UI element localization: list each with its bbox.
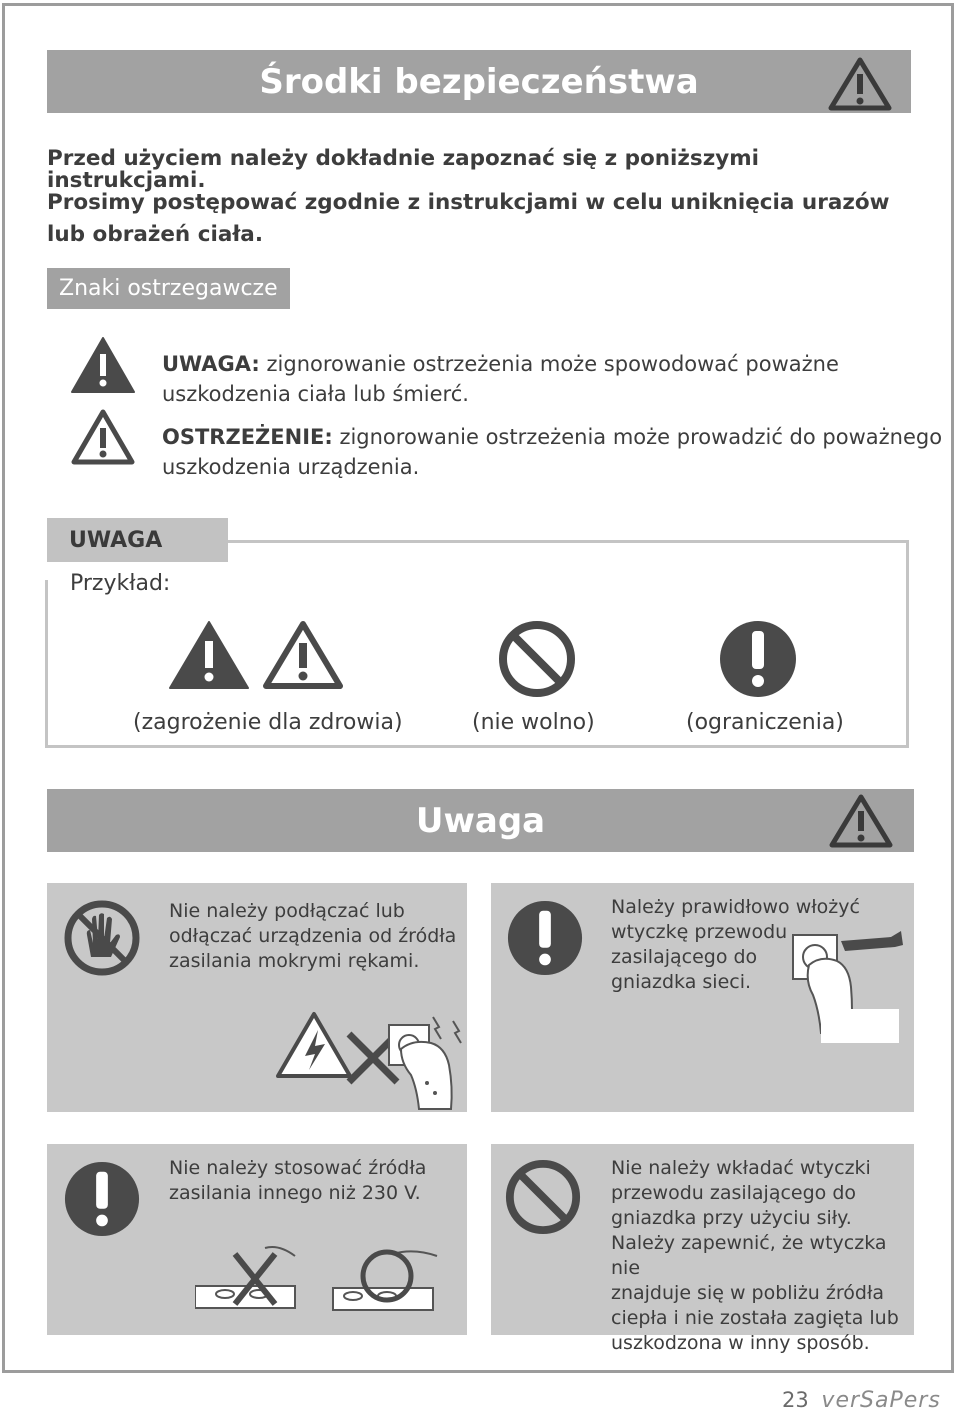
- caution-title: Uwaga: [415, 801, 546, 841]
- card-line: zasilania mokrymi rękami.: [169, 950, 420, 972]
- card-line: wtyczkę przewodu: [611, 921, 788, 943]
- uwaga-text: zignorowanie ostrzeżenia może spowodować poważne: [266, 352, 839, 376]
- uwaga-definition: [162, 349, 952, 409]
- prohibited-icon: [504, 1158, 582, 1236]
- ostrzezenie-text: uszkodzenia urządzenia.: [162, 455, 420, 479]
- card-line: Należy zapewnić, że wtyczka nie: [611, 1232, 887, 1279]
- exclamation-icon: [718, 619, 798, 699]
- caution-bar: [47, 789, 914, 852]
- card-line: Nie należy podłączać lub: [169, 900, 405, 922]
- title-bar: [47, 50, 911, 113]
- exclamation-icon: [506, 899, 584, 977]
- ostrzezenie-definition: [162, 422, 952, 482]
- caution-card: [47, 1144, 467, 1335]
- card-line: znajduje się w pobliżu źródła: [611, 1282, 884, 1304]
- card-line: zasilającego do: [611, 946, 758, 968]
- prohibited-icon: [497, 619, 577, 699]
- uwaga-label: UWAGA:: [162, 352, 260, 376]
- electric-shock-icon: [275, 1010, 353, 1080]
- no-wet-hands-icon: [63, 899, 141, 977]
- power-strip-wrong-illustration: [195, 1242, 305, 1312]
- card-line: Nie należy stosować źródła: [169, 1157, 427, 1179]
- card-line: gniazdka przy użyciu siły.: [611, 1207, 852, 1229]
- page-number: 23: [782, 1388, 809, 1412]
- card-text: [611, 1156, 914, 1356]
- page-footer: [782, 1388, 941, 1413]
- warning-outline-icon: [70, 408, 136, 466]
- caution-card: [47, 883, 467, 1112]
- ostrzezenie-label: OSTRZEŻENIE:: [162, 425, 333, 449]
- uwaga-tag: UWAGA: [47, 518, 228, 562]
- card-line: Należy prawidłowo włożyć: [611, 896, 860, 918]
- warning-outline-icon: [827, 56, 893, 112]
- warning-outline-icon: [262, 619, 344, 691]
- power-strip-correct-illustration: [313, 1244, 463, 1314]
- example-caption: (nie wolno): [472, 710, 595, 735]
- card-line: Nie należy wkładać wtyczki: [611, 1157, 871, 1179]
- card-line: odłączać urządzenia od źródła: [169, 925, 457, 947]
- intro-text: [47, 148, 907, 260]
- intro-line: Przed użyciem należy dokładnie zapoznać się z poniższymi instrukcjami.: [47, 146, 760, 193]
- exclamation-icon: [63, 1160, 141, 1238]
- warning-outline-icon: [828, 793, 894, 849]
- brand-logo: verSaPers: [821, 1388, 941, 1413]
- example-caption: (zagrożenie dla zdrowia): [133, 710, 403, 735]
- uwaga-text: uszkodzenia ciała lub śmierć.: [162, 382, 469, 406]
- warning-filled-icon: [168, 619, 250, 691]
- page-title: Środki bezpieczeństwa: [259, 62, 699, 102]
- signs-heading: Znaki ostrzegawcze: [47, 268, 290, 309]
- plug-insert-illustration: [791, 921, 911, 1046]
- caution-card: [491, 883, 914, 1112]
- card-line: uszkodzona w inny sposób.: [611, 1332, 870, 1354]
- warning-filled-icon: [70, 336, 136, 394]
- card-text: [169, 1156, 426, 1206]
- card-line: gniazdka sieci.: [611, 971, 752, 993]
- card-text: [169, 899, 456, 974]
- intro-line: lub obrażeń ciała.: [47, 222, 263, 247]
- example-caption: (ograniczenia): [686, 710, 844, 735]
- card-line: zasilania innego niż 230 V.: [169, 1182, 421, 1204]
- card-line: ciepła i nie została zagięta lub: [611, 1307, 899, 1329]
- hand-plug-illustration: [387, 1013, 467, 1112]
- caution-card: [491, 1144, 914, 1354]
- example-label: Przykład:: [70, 571, 171, 596]
- card-line: przewodu zasilającego do: [611, 1182, 857, 1204]
- intro-line: Prosimy postępować zgodnie z instrukcjami w celu uniknięcia urazów: [47, 190, 890, 215]
- ostrzezenie-text: zignorowanie ostrzeżenia może prowadzić do poważnego: [339, 425, 943, 449]
